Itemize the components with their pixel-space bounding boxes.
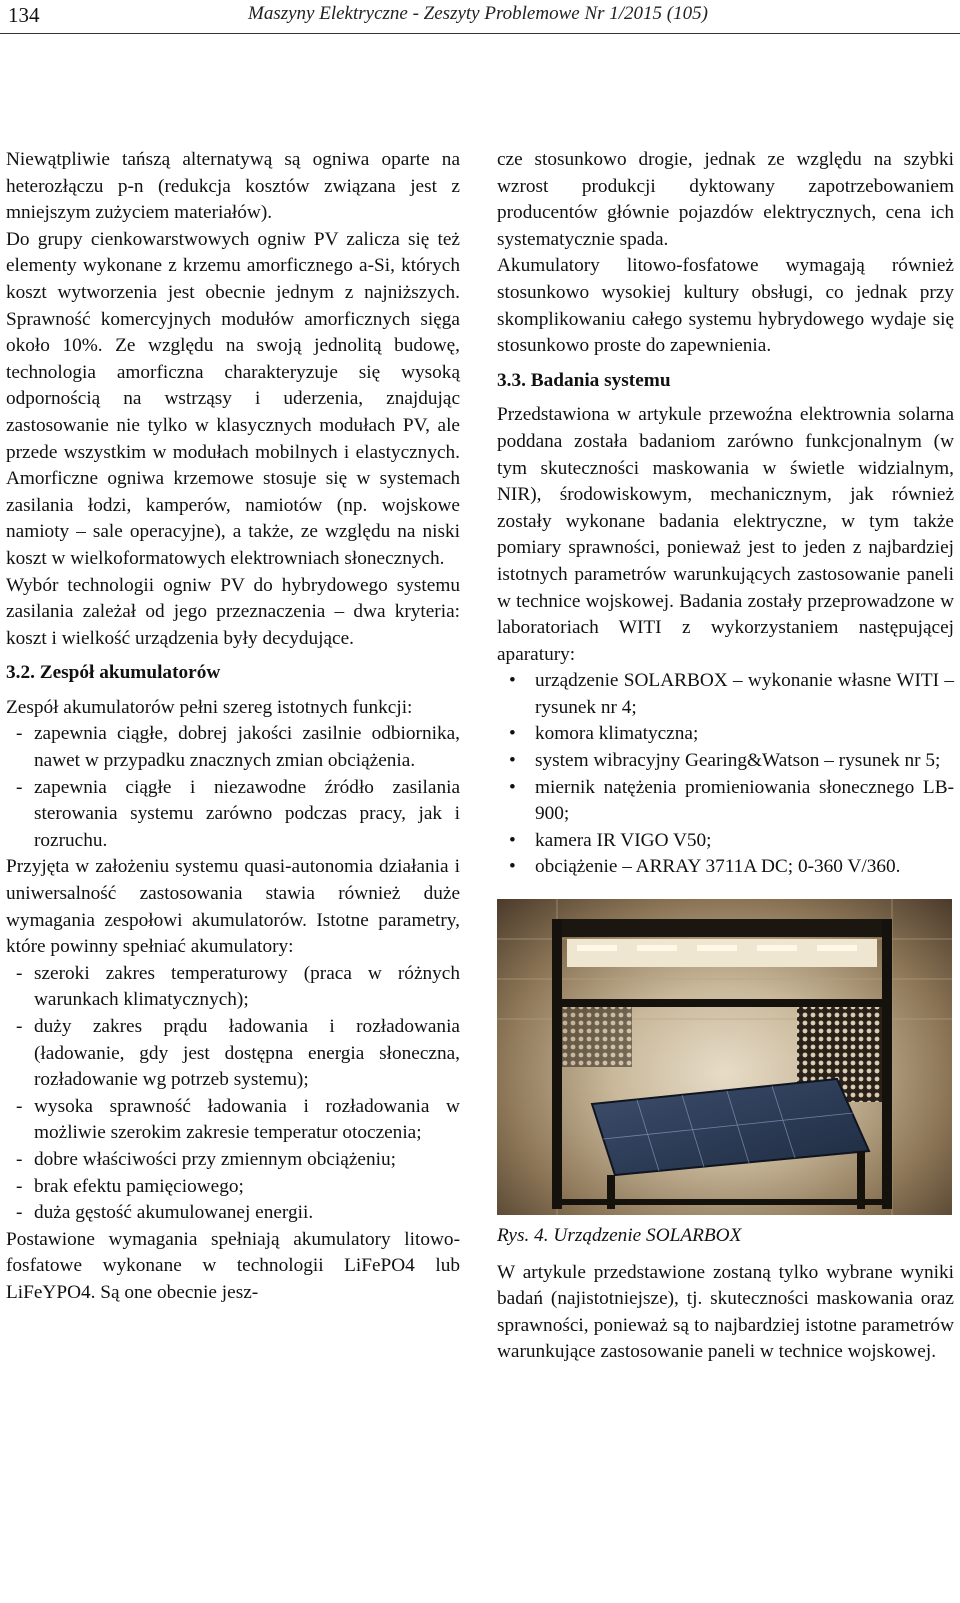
list-item: - duży zakres prądu ładowania i rozładowania (ładowanie, gdy jest dostępna energia słoneczna, rozładowanie wg potrzeb systemu); bbox=[6, 1014, 460, 1094]
bullet-list bbox=[497, 668, 954, 881]
paragraph: cze stosunkowo drogie, jednak ze względu na szybki wzrost produkcji dyktowany zapotrzebowaniem producentów głównie pojazdów elektrycznych, cena ich systematycznie spada. bbox=[497, 149, 954, 250]
right-column bbox=[497, 147, 954, 1366]
list-item: • kamera IR VIGO V50; bbox=[497, 828, 954, 855]
list-item: - zapewnia ciągłe, dobrej jakości zasilnie odbiornika, nawet w przypadku znacznych zmian obciążenia. bbox=[6, 721, 460, 774]
journal-title: Maszyny Elektryczne - Zeszyty Problemowe Nr 1/2015 (105) bbox=[248, 3, 708, 24]
dash-list bbox=[6, 721, 460, 854]
paragraph: Przedstawiona w artykule przewoźna elektrownia solarna poddana została badaniom zarówno funkcjonalnym (w tym skuteczności maskowania w świetle widzialnym, NIR), środowiskowym, mechanicznym, jak również zostały wykonane badania elektryczne, w tym także pomiary sprawności, ponieważ jest to jeden z najbardziej istotnych parametrów warunkujących zastosowanie paneli w technice wojskowej. Badania zostały przeprowadzone w laboratoriach WITI z wykorzystaniem następującej aparatury: bbox=[497, 404, 954, 665]
paragraph: Do grupy cienkowarstwowych ogniw PV zalicza się też elementy wykonane z krzemu amorficznego a-Si, których koszt wytworzenia jest obecnie jednym z najniższych. Sprawność komercyjnych modułów amorficznych sięga około 10%. Ze względu na swoją jednolitą budowę, technologia amorficzna charakteryzuje się wysoką odpornością na wstrząsy i uderzenia, znajdując zastosowanie nie tylko w klasycznych modułach PV, ale przede wszystkim w modułach mobilnych i elastycznych. Amorficzne ogniwa krzemowe stosuje się w systemach zasilania łodzi, kamperów, namiotów (np. wojskowe namioty – sale operacyjne), a także, ze względu na niski koszt w wielkoformatowych elektrowniach słonecznych. bbox=[6, 228, 460, 569]
list-item: - brak efektu pamięciowego; bbox=[6, 1174, 460, 1201]
left-column bbox=[6, 147, 460, 1307]
paragraph: W artykule przedstawione zostaną tylko wybrane wyniki badań (najistotniejsze), tj. skuteczności maskowania oraz sprawności, ponieważ są to najbardziej istotne parametrów warunkujące zastosowanie paneli w technice wojskowej. bbox=[497, 1261, 954, 1363]
list-item: - wysoka sprawność ładowania i rozładowania w możliwie szerokim zakresie temperatur otoczenia; bbox=[6, 1094, 460, 1147]
page-header bbox=[0, 0, 960, 40]
paragraph: Zespół akumulatorów pełni szereg istotnych funkcji: bbox=[6, 696, 413, 718]
list-item: - zapewnia ciągłe i niezawodne źródło zasilania sterowania systemu zarówno podczas pracy, jak i rozruchu. bbox=[6, 775, 460, 855]
list-item: - dobre właściwości przy zmiennym obciążeniu; bbox=[6, 1147, 460, 1174]
section-heading: 3.3. Badania systemu bbox=[497, 369, 671, 391]
paragraph: Niewątpliwie tańszą alternatywą są ogniwa oparte na heterozłączu p-n (redukcja kosztów związana jest z mniejszym zużyciem materiałów). bbox=[6, 149, 460, 224]
figure-caption: Rys. 4. Urządzenie SOLARBOX bbox=[497, 1225, 742, 1247]
list-item: • komora klimatyczna; bbox=[497, 721, 954, 748]
paragraph: Wybór technologii ogniw PV do hybrydowego systemu zasilania zależał od jego przeznaczenia – dwa kryteria: koszt i wielkość urządzenia były decydujące. bbox=[6, 574, 460, 649]
list-item: - duża gęstość akumulowanej energii. bbox=[6, 1200, 460, 1227]
list-item: - szeroki zakres temperaturowy (praca w różnych warunkach klimatycznych); bbox=[6, 961, 460, 1014]
solarbox-illustration bbox=[497, 899, 952, 1215]
paragraph: Akumulatory litowo-fosfatowe wymagają również stosunkowo wysokiej kultury obsługi, co jednak przy skomplikowaniu całego systemu hybrydowego wydaje się stosunkowo proste do zapewnienia. bbox=[497, 255, 954, 357]
page-number: 134 bbox=[8, 3, 40, 27]
list-item: • obciążenie – ARRAY 3711A DC; 0-360 V/360. bbox=[497, 854, 954, 881]
dash-list bbox=[6, 961, 460, 1227]
paragraph: Postawione wymagania spełniają akumulatory litowo-fosfatowe wykonane w technologii LiFePO4 lub LiFeYPO4. Są one obecnie jesz- bbox=[6, 1228, 460, 1303]
header-rule bbox=[0, 33, 960, 34]
section-heading: 3.2. Zespół akumulatorów bbox=[6, 662, 221, 684]
solarbox-photo bbox=[497, 899, 952, 1215]
paragraph: Przyjęta w założeniu systemu quasi-autonomia działania i uniwersalność zastosowania stawia również duże wymagania zespołowi akumulatorów. Istotne parametry, które powinny spełniać akumulatory: bbox=[6, 856, 460, 958]
list-item: • system wibracyjny Gearing&Watson – rysunek nr 5; bbox=[497, 748, 954, 775]
list-item: • urządzenie SOLARBOX – wykonanie własne WITI – rysunek nr 4; bbox=[497, 668, 954, 721]
list-item: • miernik natężenia promieniowania słonecznego LB-900; bbox=[497, 775, 954, 828]
